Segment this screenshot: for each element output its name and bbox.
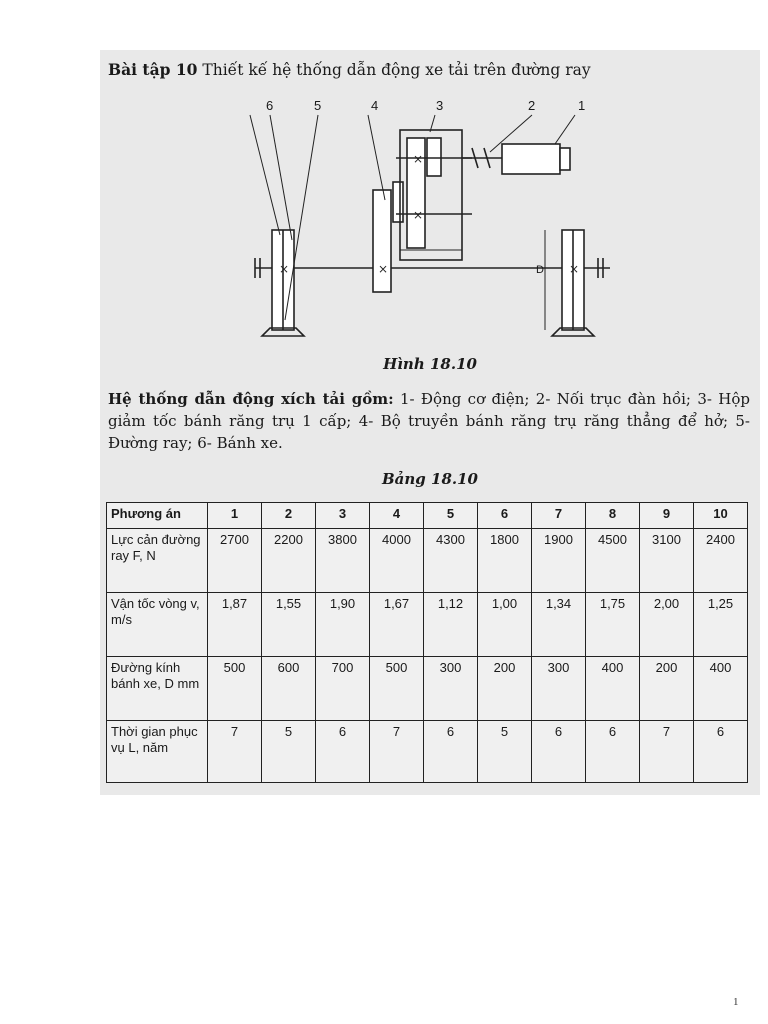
table-cell: 4000 (370, 529, 424, 593)
table-cell: 2700 (208, 529, 262, 593)
exercise-title: Thiết kế hệ thống dẫn động xe tải trên đường ray (202, 61, 591, 79)
table-cell: 6 (532, 721, 586, 783)
open-gear-pinion (393, 182, 403, 222)
table-cell: 5 (262, 721, 316, 783)
table-cell: 2400 (694, 529, 748, 593)
table-cell: 3800 (316, 529, 370, 593)
parameters-table (106, 502, 748, 783)
callout-4: 4 (371, 98, 379, 113)
description-text: 1- Động cơ điện; 2- Nối trục đàn hồi; 3- Hộp giảm tốc bánh răng trụ 1 cấp; 4- Bộ truyền bánh răng trụ răng thẳng để hở; 5- Đường ray; 6- Bánh xe. (108, 390, 750, 452)
table-cell: 6 (316, 721, 370, 783)
table-cell: 5 (478, 721, 532, 783)
table-header-row (107, 503, 748, 529)
column-header: 8 (586, 503, 640, 529)
table-row (107, 529, 748, 593)
column-header: 4 (370, 503, 424, 529)
table-cell: 1,67 (370, 593, 424, 657)
callout-1: 1 (578, 98, 586, 113)
callout-3: 3 (436, 98, 444, 113)
table-cell: 1,25 (694, 593, 748, 657)
table-cell: 7 (208, 721, 262, 783)
table-cell: 1,90 (316, 593, 370, 657)
electric-motor (502, 144, 560, 174)
page-number: 1 (733, 996, 739, 1008)
description-lead: Hệ thống dẫn động xích tải gồm: (108, 390, 394, 408)
column-header: 3 (316, 503, 370, 529)
table-cell: 6 (424, 721, 478, 783)
svg-text:×: × (413, 152, 424, 166)
table-cell: 2200 (262, 529, 316, 593)
row-label: Lực cản đường ray F, N (107, 529, 208, 593)
table-cell: 600 (262, 657, 316, 721)
gearbox-gear-small (427, 138, 441, 176)
table-cell: 1,00 (478, 593, 532, 657)
table-cell: 1,55 (262, 593, 316, 657)
system-description (108, 388, 750, 454)
column-header: 6 (478, 503, 532, 529)
table-cell: 400 (586, 657, 640, 721)
diameter-label: D (536, 264, 544, 276)
row-label: Thời gian phục vụ L, năm (107, 721, 208, 783)
svg-text:×: × (569, 262, 580, 276)
exercise-heading (108, 60, 668, 79)
table-cell: 300 (424, 657, 478, 721)
table-cell: 7 (640, 721, 694, 783)
table-cell: 7 (370, 721, 424, 783)
row-label: Vận tốc vòng v, m/s (107, 593, 208, 657)
open-gear-large (373, 190, 391, 292)
table-cell: 1,12 (424, 593, 478, 657)
table-cell: 4300 (424, 529, 478, 593)
table-cell: 1,87 (208, 593, 262, 657)
callout-5: 5 (314, 98, 322, 113)
exercise-label: Bài tập 10 (108, 60, 198, 79)
row-label: Đường kính bánh xe, D mm (107, 657, 208, 721)
table-cell: 200 (478, 657, 532, 721)
table-cell: 700 (316, 657, 370, 721)
table-cell: 3100 (640, 529, 694, 593)
table-cell: 2,00 (640, 593, 694, 657)
column-header: 5 (424, 503, 478, 529)
drive-system-diagram (100, 90, 760, 350)
table-cell: 6 (694, 721, 748, 783)
table-row (107, 593, 748, 657)
column-header: 2 (262, 503, 316, 529)
figure-caption: Hình 18.10 (383, 355, 477, 373)
table-caption: Bảng 18.10 (382, 470, 478, 488)
table-header-label: Phương án (107, 503, 208, 529)
svg-text:×: × (378, 262, 389, 276)
table-cell: 1900 (532, 529, 586, 593)
callout-6: 6 (266, 98, 274, 113)
svg-text:×: × (413, 208, 424, 222)
table-cell: 500 (370, 657, 424, 721)
column-header: 10 (694, 503, 748, 529)
table-cell: 1,34 (532, 593, 586, 657)
column-header: 9 (640, 503, 694, 529)
table-row (107, 721, 748, 783)
table-cell: 200 (640, 657, 694, 721)
svg-text:×: × (279, 262, 290, 276)
column-header: 7 (532, 503, 586, 529)
table-row (107, 657, 748, 721)
table-cell: 400 (694, 657, 748, 721)
table-cell: 1800 (478, 529, 532, 593)
table-cell: 4500 (586, 529, 640, 593)
table-cell: 300 (532, 657, 586, 721)
table-cell: 1,75 (586, 593, 640, 657)
column-header: 1 (208, 503, 262, 529)
callout-2: 2 (528, 98, 536, 113)
table-cell: 500 (208, 657, 262, 721)
table-cell: 6 (586, 721, 640, 783)
